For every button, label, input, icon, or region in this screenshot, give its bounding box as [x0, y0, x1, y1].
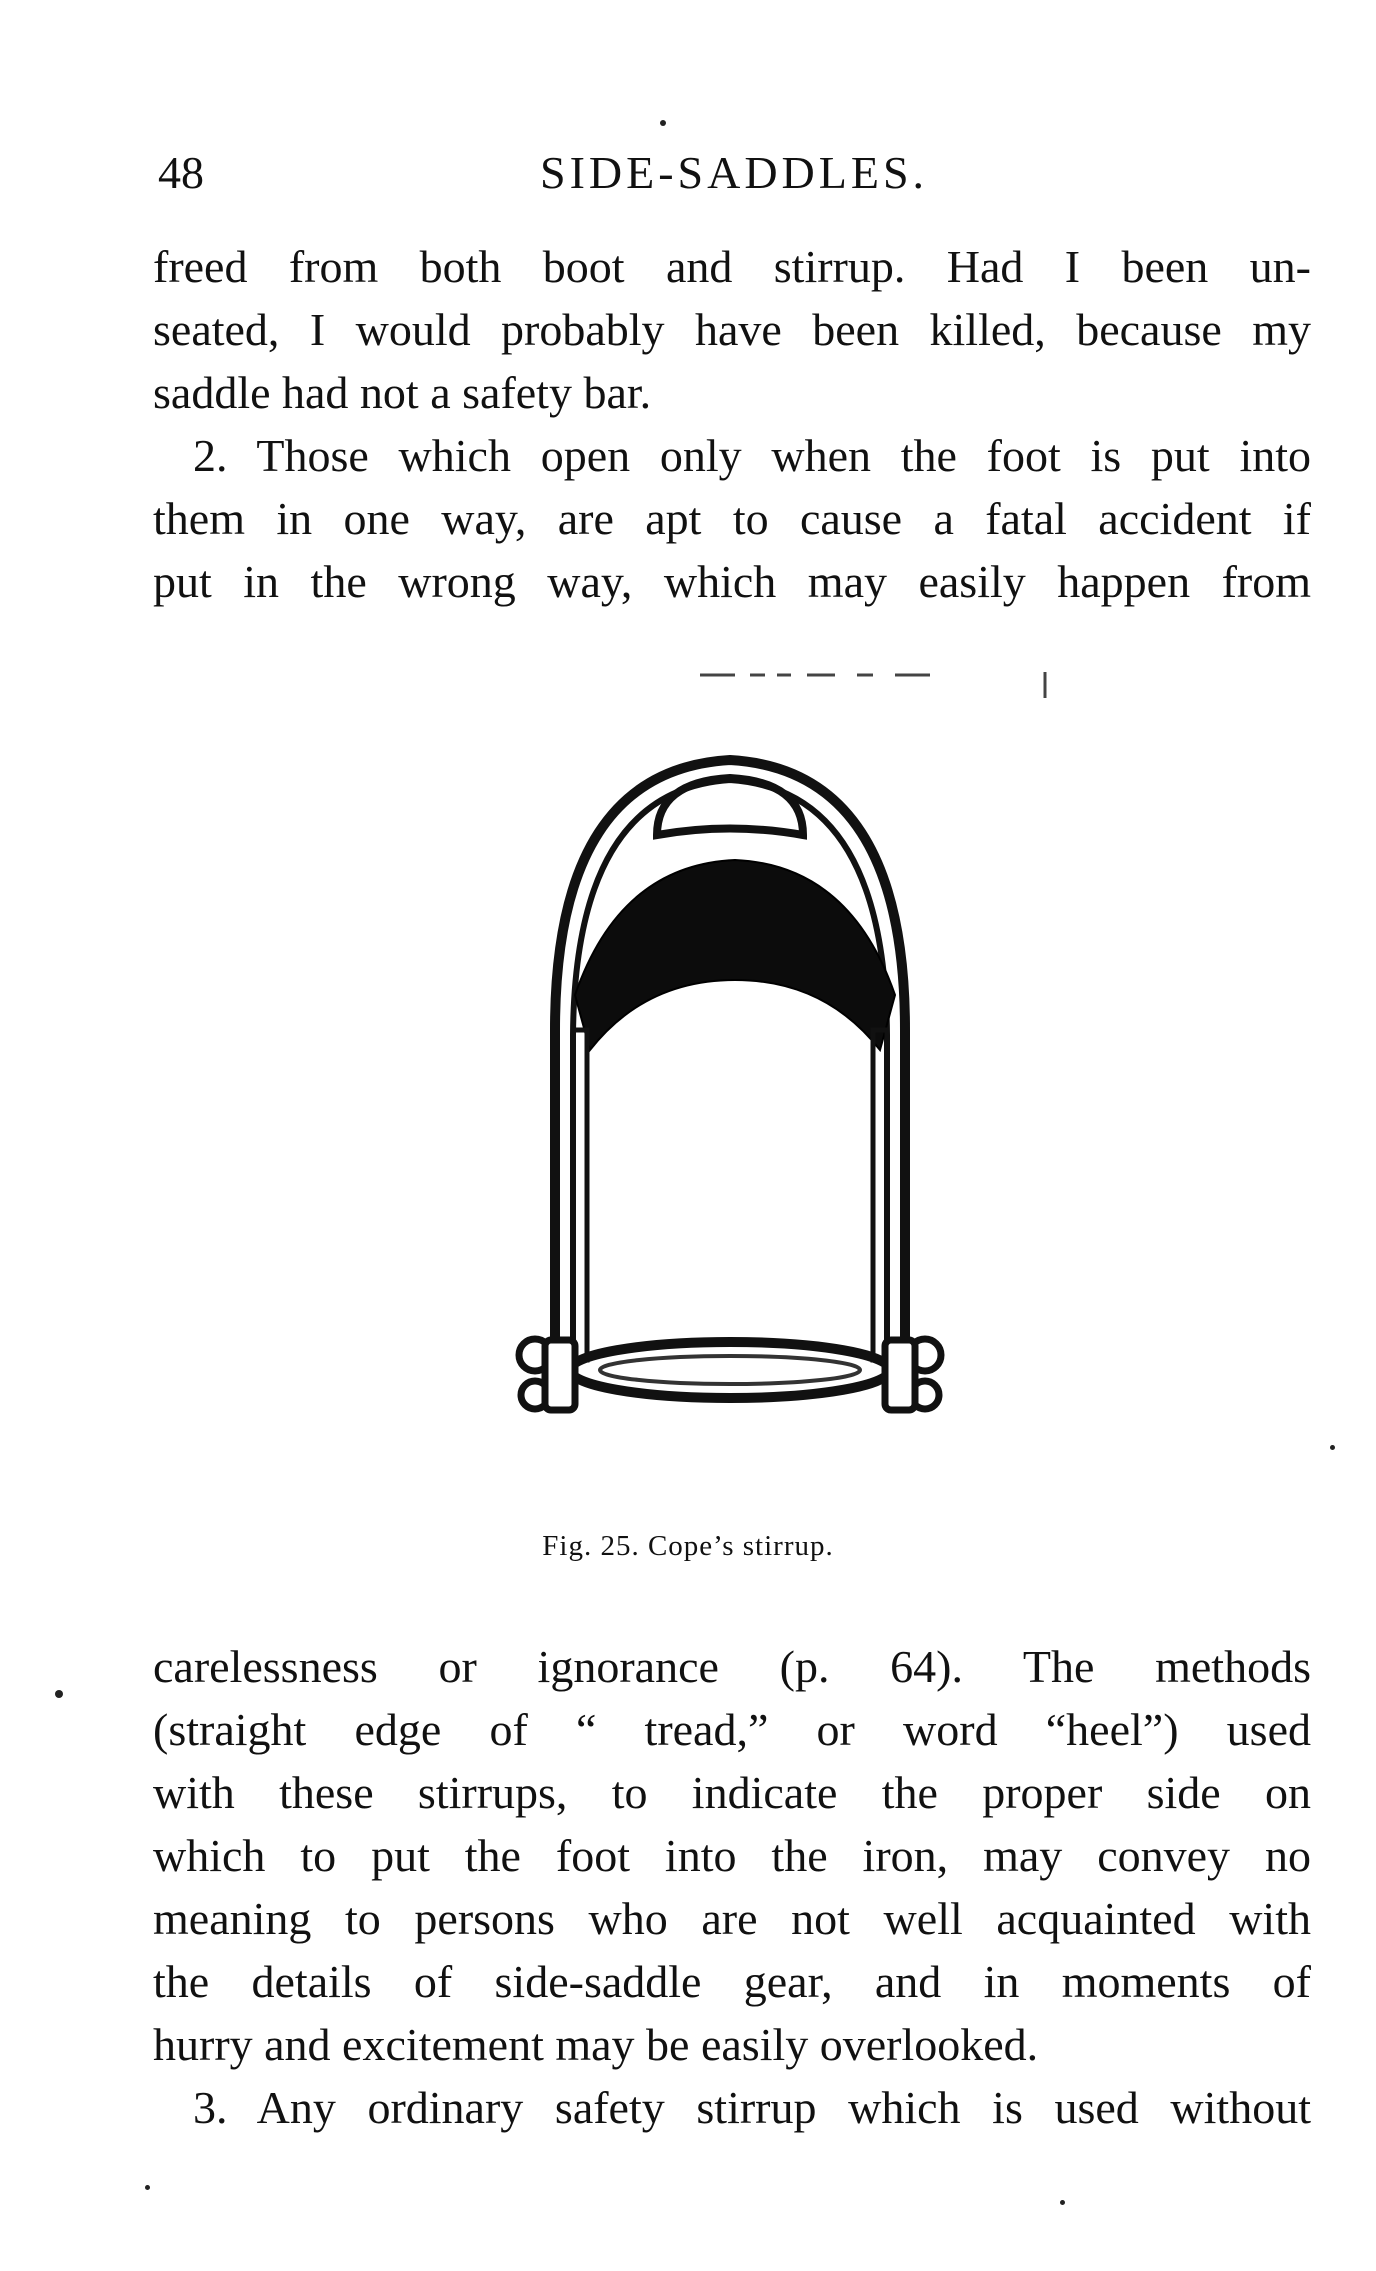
text-line: seated, I would probably have been killed, because my	[153, 304, 1311, 355]
text-line: 2. Those which open only when the foot is put into	[193, 430, 1311, 481]
running-head: SIDE-SADDLES.	[540, 147, 929, 198]
figure-stirrup	[405, 650, 1055, 1500]
left-post	[573, 1030, 587, 1360]
scan-speck	[145, 2185, 150, 2190]
stirrup-footplate	[570, 1342, 890, 1398]
text-line: (straight edge of “ tread,” or word “heel”) used	[153, 1704, 1311, 1755]
figure-caption: Fig. 25. Cope’s stirrup.	[542, 1530, 834, 1562]
text-line: them in one way, are apt to cause a fatal accident if	[153, 493, 1311, 544]
scan-speck	[660, 120, 666, 126]
text-line: the details of side-saddle gear, and in moments of	[153, 1956, 1311, 2007]
body-text-top	[153, 235, 1311, 613]
text-line: put in the wrong way, which may easily happen from	[153, 556, 1311, 607]
text-line: which to put the foot into the iron, may convey no	[153, 1830, 1311, 1881]
text-line: freed from both boot and stirrup. Had I been un-	[153, 241, 1311, 292]
text-line: saddle had not a safety bar.	[153, 367, 652, 418]
text-line: carelessness or ignorance (p. 64). The methods	[153, 1641, 1311, 1692]
scan-speck	[1060, 2200, 1065, 2205]
stirrup-illustration	[405, 650, 1055, 1500]
text-line: 3. Any ordinary safety stirrup which is used without	[193, 2082, 1311, 2133]
plate-edge-marks	[700, 672, 1045, 698]
text-line: meaning to persons who are not well acquainted with	[153, 1893, 1311, 1944]
scan-speck	[55, 1690, 63, 1698]
text-line: hurry and excitement may be easily overlooked.	[153, 2019, 1039, 2070]
stirrup-outer-arch	[555, 760, 905, 1350]
body-text-bottom	[153, 1635, 1311, 2139]
text-line: with these stirrups, to indicate the proper side on	[153, 1767, 1311, 1818]
stirrup-eye	[657, 778, 803, 835]
page-number: 48	[158, 147, 204, 198]
scan-speck	[1330, 1445, 1335, 1450]
stirrup-pad	[575, 860, 895, 1050]
right-post	[873, 1030, 887, 1360]
